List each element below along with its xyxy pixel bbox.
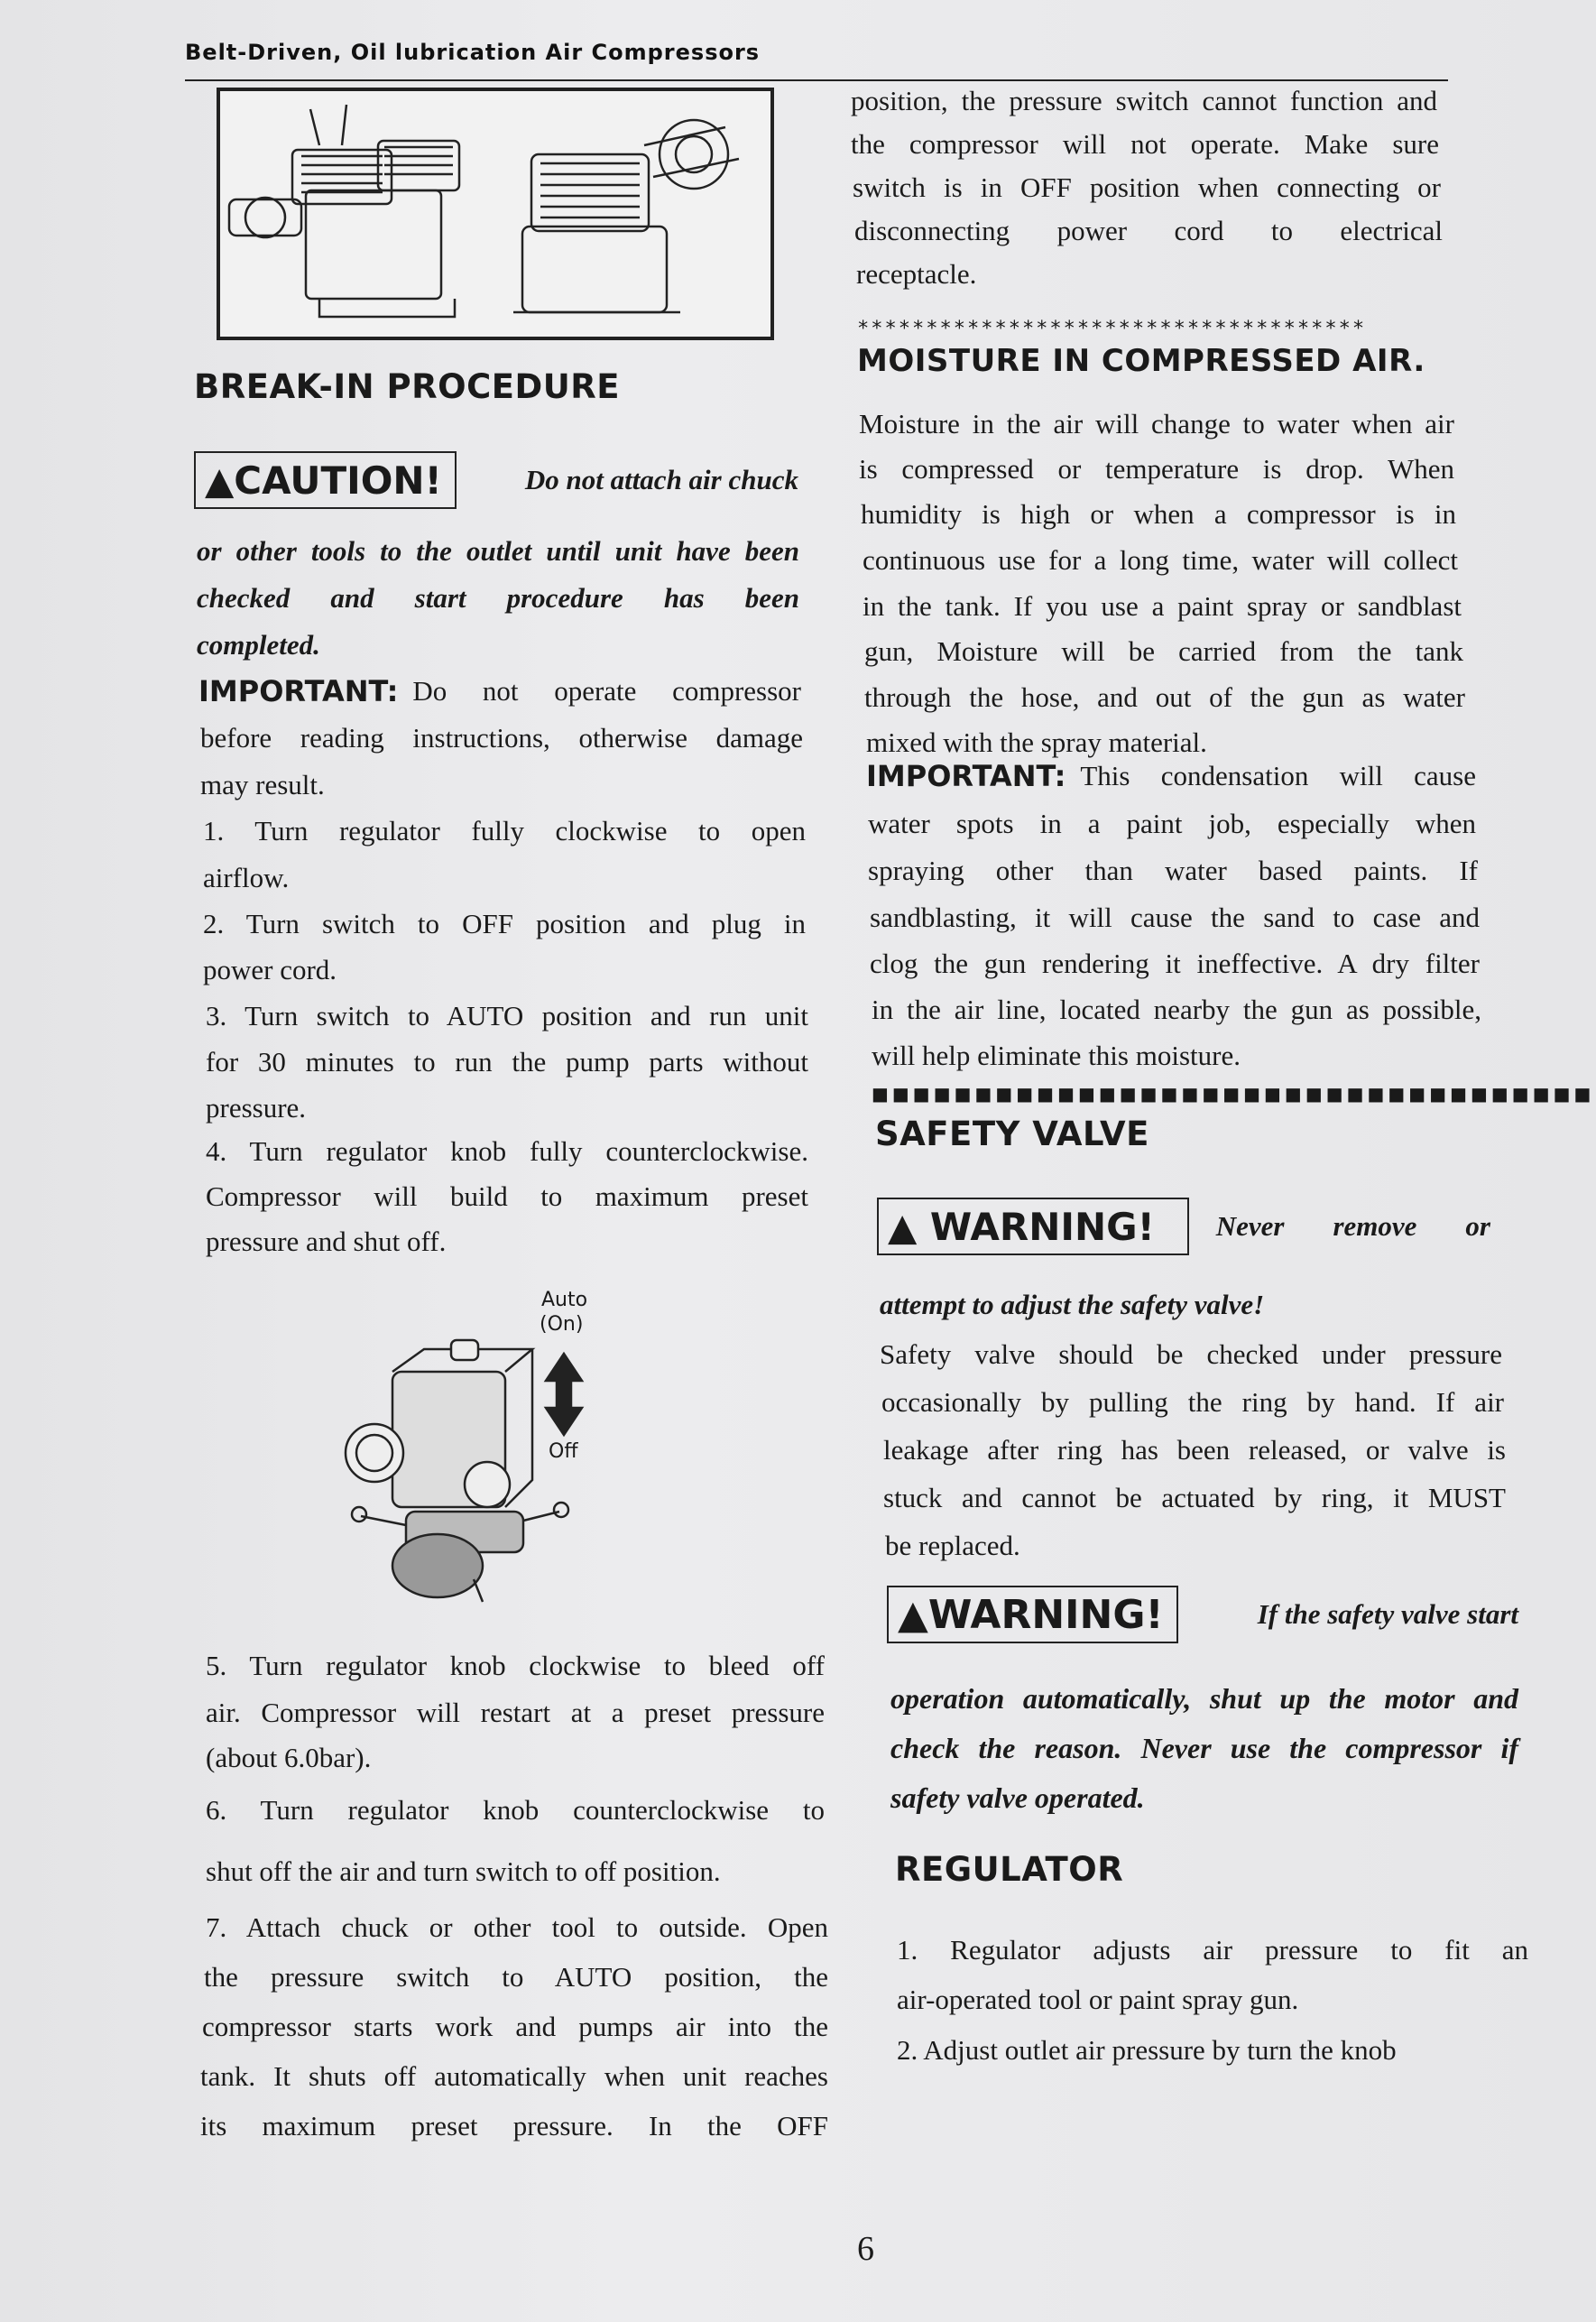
warning2-text-line: check the reason. Never use the compressor if: [890, 1732, 1518, 1764]
continuation-line: receptacle.: [856, 258, 977, 290]
separator-stars: *************************************: [857, 318, 1367, 340]
caution-text-line: Do not attach air chuck: [524, 464, 798, 495]
separator-dots: ■■■■■■■■■■■■■■■■■■■■■■■■■■■■■■■■■■■: [872, 1083, 1595, 1105]
warning2-text-line: If the safety valve start: [1257, 1598, 1518, 1630]
moisture-important-text: clog the gun rendering it ineffective. A dry filter: [870, 948, 1480, 979]
moisture-line: through the hose, and out of the gun as water: [864, 681, 1465, 713]
moisture-line: is compressed or temperature is drop. When: [859, 453, 1454, 485]
safety-valve-line: stuck and cannot be actuated by ring, it MUST: [883, 1482, 1506, 1513]
continuation-line: switch is in OFF position when connecting or: [853, 171, 1441, 203]
step-1-line: 1. Turn regulator fully clockwise to open: [203, 815, 806, 846]
step-4-line: Compressor will build to maximum preset: [206, 1180, 808, 1212]
step-6-line: 6. Turn regulator knob counterclockwise to: [206, 1794, 825, 1826]
step-6-line: shut off the air and turn switch to off position.: [206, 1855, 721, 1887]
step-5-line: (about 6.0bar).: [206, 1742, 372, 1773]
caution-text-line: or other tools to the outlet until unit have been: [197, 535, 799, 567]
moisture-heading: MOISTURE IN COMPRESSED AIR.: [857, 343, 1425, 379]
important-text: may result.: [200, 769, 325, 800]
off-label: Off: [549, 1440, 578, 1463]
moisture-important-line: [866, 754, 1476, 799]
moisture-important-text: water spots in a paint job, especially when: [868, 808, 1476, 839]
step-7-line: compressor starts work and pumps air into the: [202, 2011, 828, 2042]
step-4-line: pressure and shut off.: [206, 1226, 447, 1257]
warning2-badge: ▲WARNING!: [887, 1586, 1178, 1643]
pressure-switch-figure: [334, 1281, 623, 1606]
moisture-line: Moisture in the air will change to water when air: [859, 408, 1454, 439]
moisture-important-text: in the air line, located nearby the gun as possible,: [872, 994, 1481, 1025]
safety-valve-heading: SAFETY VALVE: [875, 1115, 1149, 1153]
break-in-heading: BREAK-IN PROCEDURE: [194, 367, 621, 406]
regulator-line: 1. Regulator adjusts air pressure to fit an: [897, 1934, 1528, 1966]
step-7-line: tank. It shuts off automatically when unit reaches: [200, 2060, 828, 2092]
step-3-line: for 30 minutes to run the pump parts without: [206, 1046, 808, 1078]
regulator-line: 2. Adjust outlet air pressure by turn the knob: [897, 2034, 1397, 2066]
page-number: 6: [857, 2230, 874, 2268]
step-5-line: 5. Turn regulator knob clockwise to bleed off: [206, 1650, 825, 1681]
warning-badge: ▲ WARNING!: [877, 1198, 1189, 1255]
warning2-text-line: operation automatically, shut up the motor and: [890, 1682, 1518, 1715]
step-5-line: air. Compressor will restart at a preset pressure: [206, 1697, 825, 1728]
step-3-line: pressure.: [206, 1092, 307, 1124]
important-label: IMPORTANT:: [198, 674, 399, 708]
important-text: Do not operate compressor: [412, 675, 801, 707]
pump-illustration: [220, 91, 770, 337]
caution-text-line: completed.: [197, 629, 320, 661]
safety-valve-line: be replaced.: [885, 1530, 1020, 1561]
warning-text-line: attempt to adjust the safety valve!: [880, 1289, 1265, 1320]
auto-label: Auto: [541, 1289, 588, 1311]
continuation-line: position, the pressure switch cannot function and: [851, 85, 1437, 116]
safety-valve-line: occasionally by pulling the ring by hand. If air: [881, 1386, 1504, 1418]
moisture-important-label: IMPORTANT:: [866, 759, 1066, 793]
moisture-important-text: This condensation will cause: [1080, 760, 1476, 791]
warning-text-line: Never remove or: [1215, 1210, 1490, 1242]
safety-valve-line: Safety valve should be checked under pressure: [880, 1338, 1502, 1370]
important-text: before reading instructions, otherwise damage: [200, 722, 803, 754]
step-4-line: 4. Turn regulator knob fully counterclockwise.: [206, 1135, 808, 1167]
step-7-line: 7. Attach chuck or other tool to outside. Open: [206, 1911, 828, 1943]
moisture-line: continuous use for a long time, water will collect: [863, 544, 1458, 576]
compressor-pump-figure: [217, 88, 774, 340]
caution-badge: ▲CAUTION!: [194, 451, 457, 509]
regulator-heading: REGULATOR: [895, 1850, 1124, 1889]
important-line: [198, 668, 801, 715]
step-2-line: 2. Turn switch to OFF position and plug in: [203, 908, 806, 939]
safety-warning2-block: [887, 1586, 1518, 1643]
regulator-line: air-operated tool or paint spray gun.: [897, 1984, 1299, 2015]
caution-block: [194, 451, 798, 509]
step-3-line: 3. Turn switch to AUTO position and run unit: [206, 1000, 808, 1031]
continuation-line: disconnecting power cord to electrical: [854, 215, 1443, 246]
moisture-important-text: will help eliminate this moisture.: [872, 1040, 1241, 1071]
moisture-line: in the tank. If you use a paint spray or sandblast: [863, 590, 1462, 622]
moisture-line: mixed with the spray material.: [866, 726, 1207, 758]
warning2-text-line: safety valve operated.: [890, 1781, 1145, 1814]
pressure-switch-drawing: [334, 1281, 623, 1606]
safety-valve-line: leakage after ring has been released, or valve is: [883, 1434, 1506, 1466]
on-label: (On): [540, 1313, 584, 1336]
step-7-line: its maximum preset pressure. In the OFF: [200, 2110, 828, 2142]
moisture-important-text: spraying other than water based paints. If: [868, 855, 1478, 886]
step-7-line: the pressure switch to AUTO position, the: [204, 1961, 828, 1993]
moisture-line: humidity is high or when a compressor is in: [861, 498, 1456, 530]
step-2-line: power cord.: [203, 954, 337, 985]
step-1-line: airflow.: [203, 862, 290, 893]
moisture-important-text: sandblasting, it will cause the sand to case and: [870, 902, 1480, 933]
page-header: Belt-Driven, Oil lubrication Air Compressors: [185, 40, 761, 65]
continuation-line: the compressor will not operate. Make sure: [851, 128, 1439, 160]
moisture-line: gun, Moisture will be carried from the tank: [864, 635, 1463, 667]
safety-warning-block: [877, 1198, 1490, 1255]
caution-text-line: checked and start procedure has been: [197, 582, 799, 614]
